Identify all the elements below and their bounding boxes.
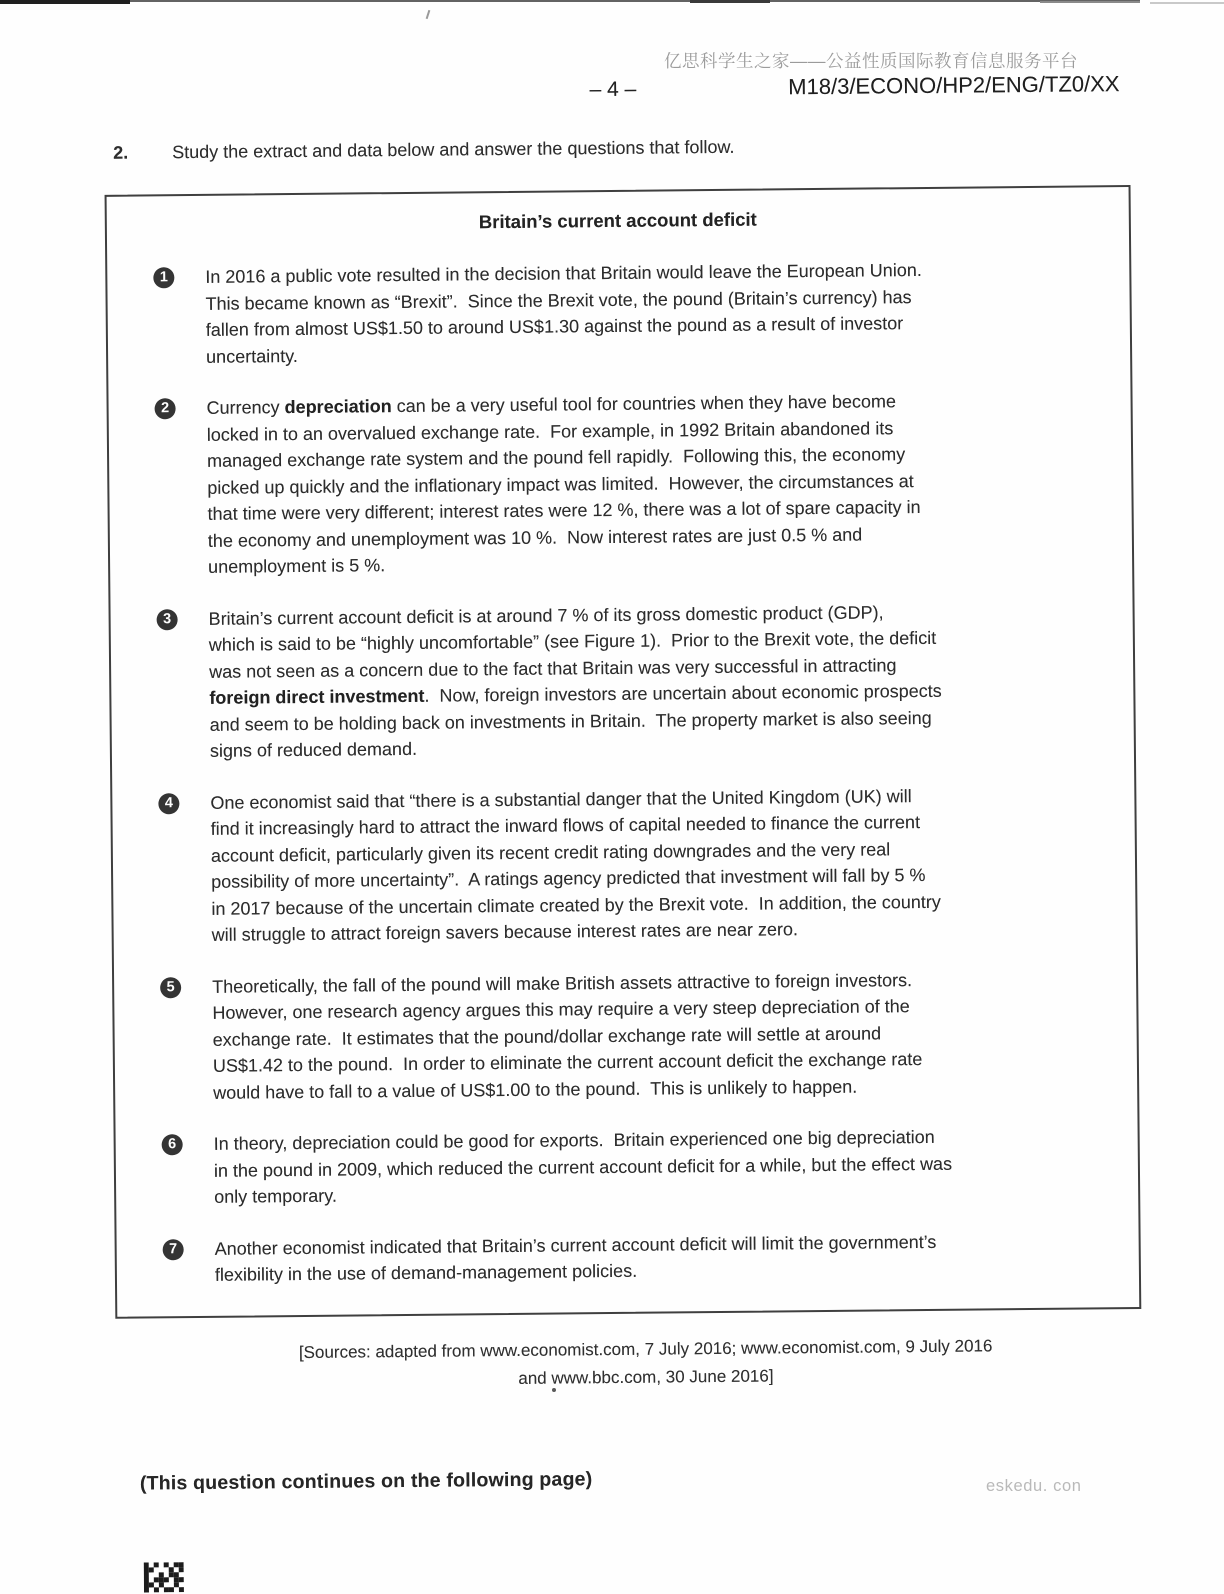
sources-line-1: [Sources: adapted from www.economist.com, 7 July 2016; www.economist.com, 9 July 2016 — [298, 1336, 993, 1363]
paragraph-number-badge: 6 — [162, 1134, 183, 1155]
paragraph-text: In theory, depreciation could be good for exports. Britain experienced one big depreciation in the pound in 2009, which reduced the current account deficit for a while, but the effect was only temporary. — [213, 1126, 953, 1207]
question-number: 2. — [113, 142, 129, 163]
qr-code-fragment — [144, 1562, 184, 1592]
question-instruction: Study the extract and data below and answer the questions that follow. — [172, 136, 735, 163]
paragraph-text: Theoretically, the fall of the pound will make British assets attractive to foreign investors. However, one research agency argues this may require a very steep depreciation of the exchange rate. It estimates that the pound/dollar exchange rate will settle at around US$1.42 to the pound. In order to eliminate the current account deficit the exchange rate would have to fall to a value of US$1.00 to the pound. This is unlikely to happen. — [212, 969, 923, 1103]
watermark-banner: 亿思科学生之家——公益性质国际教育信息服务平台 — [664, 51, 1078, 71]
extract-paragraph — [114, 964, 1137, 1106]
extract-paragraph — [107, 255, 1130, 371]
paragraph-number-badge: 7 — [163, 1239, 184, 1260]
continuation-note: (This question continues on the following page) — [139, 1468, 593, 1495]
paragraph-number-badge: 5 — [160, 977, 181, 998]
paragraph-text: One economist said that “there is a substantial danger that the United Kingdom (UK) will find it increasingly hard to attract the inward flows of capital needed to finance the current account deficit, particularly given its recent credit rating downgrades and the very real possibility of more uncertainty”. A ratings agency predicted that investment will fall by 5 % in 2017 because of the uncertain climate created by the Brexit vote. In addition, the country will struggle to attract foreign savers because interest rates are near zero. — [210, 785, 941, 945]
extract-paragraphs — [107, 255, 1139, 1289]
extract-title: Britain’s current account deficit — [478, 208, 757, 233]
site-watermark: eskedu. con — [986, 1477, 1082, 1495]
extract-box — [105, 185, 1142, 1319]
scan-edge-artifact — [0, 0, 130, 4]
extract-paragraph — [111, 596, 1134, 765]
paragraph-number-badge: 4 — [158, 793, 179, 814]
paper-code: M18/3/ECONO/HP2/ENG/TZ0/XX — [788, 71, 1120, 100]
paragraph-text: Currency depreciation can be a very useful tool for countries when they have become locked in to an overvalued exchange rate. For example, in 1992 Britain abandoned its managed exchange rate system and the pound fell rapidly. Following this, the economy picked up quickly and the inflationary impact was limited. However, the circumstances at that time were very different; interest rates were 12 %, there was a lot of spare capacity in the economy and unemployment was 10 %. Now interest rates are just 0.5 % and unemployment is 5 %. — [206, 391, 921, 577]
extract-paragraph — [112, 780, 1135, 949]
extract-paragraph — [117, 1226, 1139, 1289]
paragraph-text: In 2016 a public vote resulted in the decision that Britain would leave the European Union. This became known as “Brexit”. Since the Brexit vote, the pound (Britain’s currency) has fallen from almost US$1.50 to around US$1.30 against the pound as a result of investor uncertainty. — [205, 260, 922, 367]
sources-attribution — [146, 1331, 1146, 1396]
extract-paragraph — [116, 1122, 1139, 1211]
paragraph-text: Another economist indicated that Britain’s current account deficit will limit the government’s flexibility in the use of demand-management policies. — [214, 1231, 937, 1285]
paragraph-number-badge: 2 — [155, 398, 176, 419]
paragraph-text: Britain’s current account deficit is at around 7 % of its gross domestic product (GDP), which is said to be “highly uncomfortable” (see Figure 1). Prior to the Brexit vote, the deficit was not seen as a concern due to the fact that Britain was very successful in attracting foreign direct investment. Now, foreign investors are uncertain about economic prospects and seem to be holding back on investments in Britain. The property market is also seeing signs of reduced demand. — [208, 601, 942, 761]
page-number: – 4 – — [589, 77, 637, 102]
paragraph-number-badge: 1 — [153, 267, 174, 288]
extract-paragraph — [108, 386, 1132, 581]
sources-line-2: and www.bbc.com, 30 June 2016] — [518, 1365, 774, 1388]
paragraph-number-badge: 3 — [157, 609, 178, 630]
